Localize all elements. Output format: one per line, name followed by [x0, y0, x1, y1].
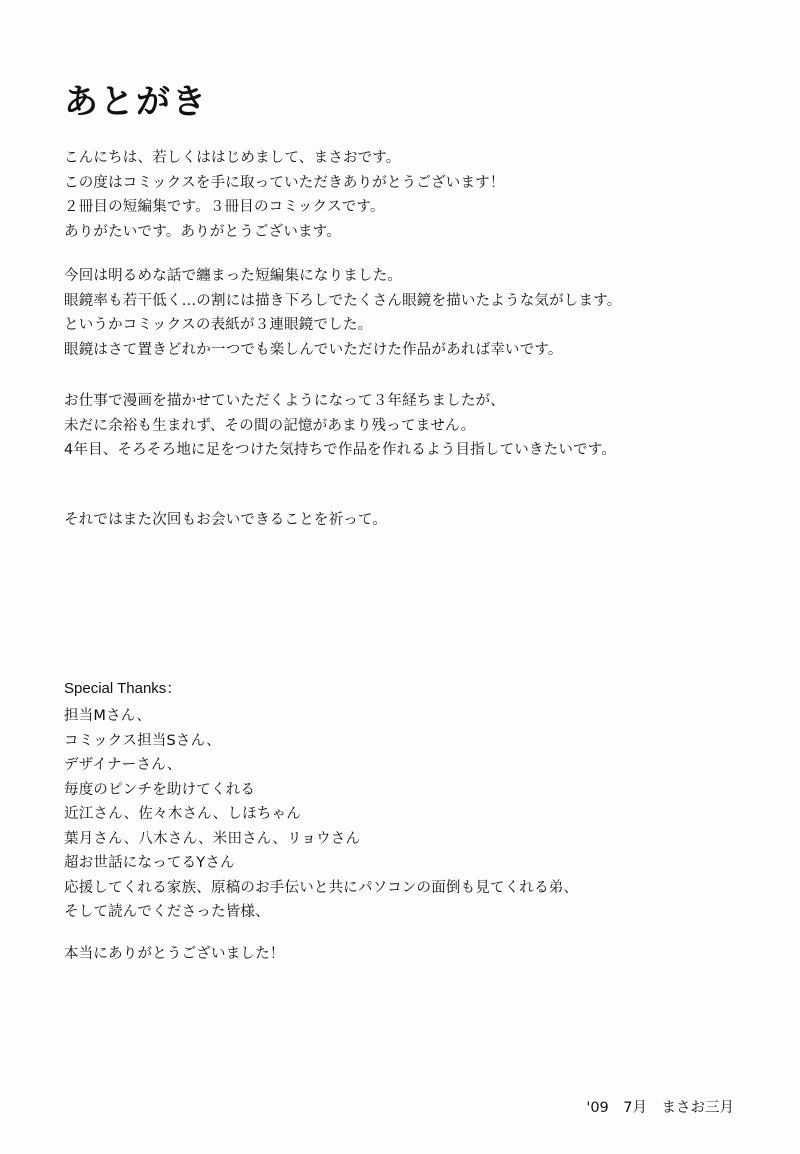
- closing-line: 本当にありがとうございました！: [64, 946, 285, 962]
- paragraph-greeting: [64, 146, 764, 244]
- signature-date-author: '09 7月 まさお三月: [586, 1100, 734, 1116]
- thanks-item: 毎度のピンチを助けてくれる: [64, 781, 256, 798]
- text-line: 今回は明るめな話で纏まった短編集になりました。: [64, 268, 403, 284]
- thanks-item: 葉月さん、八木さん、米田さん、リョウさん: [64, 830, 361, 847]
- text-line: 眼鏡はさて置きどれか一つでも楽しんでいただけた作品があれば幸いです。: [64, 341, 563, 358]
- text-line: というかコミックスの表紙が３連眼鏡でした。: [64, 317, 373, 333]
- page-title: あとがき: [64, 82, 208, 122]
- text-line: この度はコミックスを手に取っていただきありがとうございます！: [64, 174, 505, 191]
- thanks-item: 超お世話になってるYさん: [64, 855, 235, 871]
- thanks-item: 担当Mさん、: [64, 708, 152, 724]
- paragraph-farewell: [64, 508, 764, 533]
- text-line: 眼鏡率も若干低く…の割には描き下ろしでたくさん眼鏡を描いたような気がします。: [64, 292, 622, 309]
- thanks-item: そして読んでくださった皆様、: [64, 904, 270, 920]
- paragraph-collection: [64, 264, 764, 362]
- paragraph-career: [64, 389, 764, 463]
- text-line: ２冊目の短編集です。３冊目のコミックスです。: [64, 199, 385, 215]
- text-line: 未だに余裕も生まれず、その間の記憶があまり残ってません。: [64, 417, 476, 434]
- special-thanks-heading: Special Thanks：: [64, 680, 182, 697]
- thanks-item: 近江さん、佐々木さん、しほちゃん: [64, 806, 301, 822]
- text-line: それではまた次回もお会いできることを祈って。: [64, 512, 388, 528]
- text-line: お仕事で漫画を描かせていただくようになって３年経ちましたが、: [64, 393, 505, 409]
- closing-block: [64, 942, 764, 967]
- text-line: こんにちは、若しくははじめまして、まさおです。: [64, 150, 401, 166]
- text-line: 4年目、そろそろ地に足をつけた気持ちで作品を作れるよう目指していきたいです。: [64, 442, 617, 458]
- special-thanks-list: [64, 704, 764, 925]
- thanks-item: デザイナーさん、: [64, 757, 182, 773]
- text-line: ありがたいです。ありがとうございます。: [64, 223, 341, 240]
- thanks-item: 応援してくれる家族、原稿のお手伝いと共にパソコンの面倒も見てくれる弟、: [64, 879, 579, 896]
- thanks-item: コミックス担当Sさん、: [64, 732, 221, 749]
